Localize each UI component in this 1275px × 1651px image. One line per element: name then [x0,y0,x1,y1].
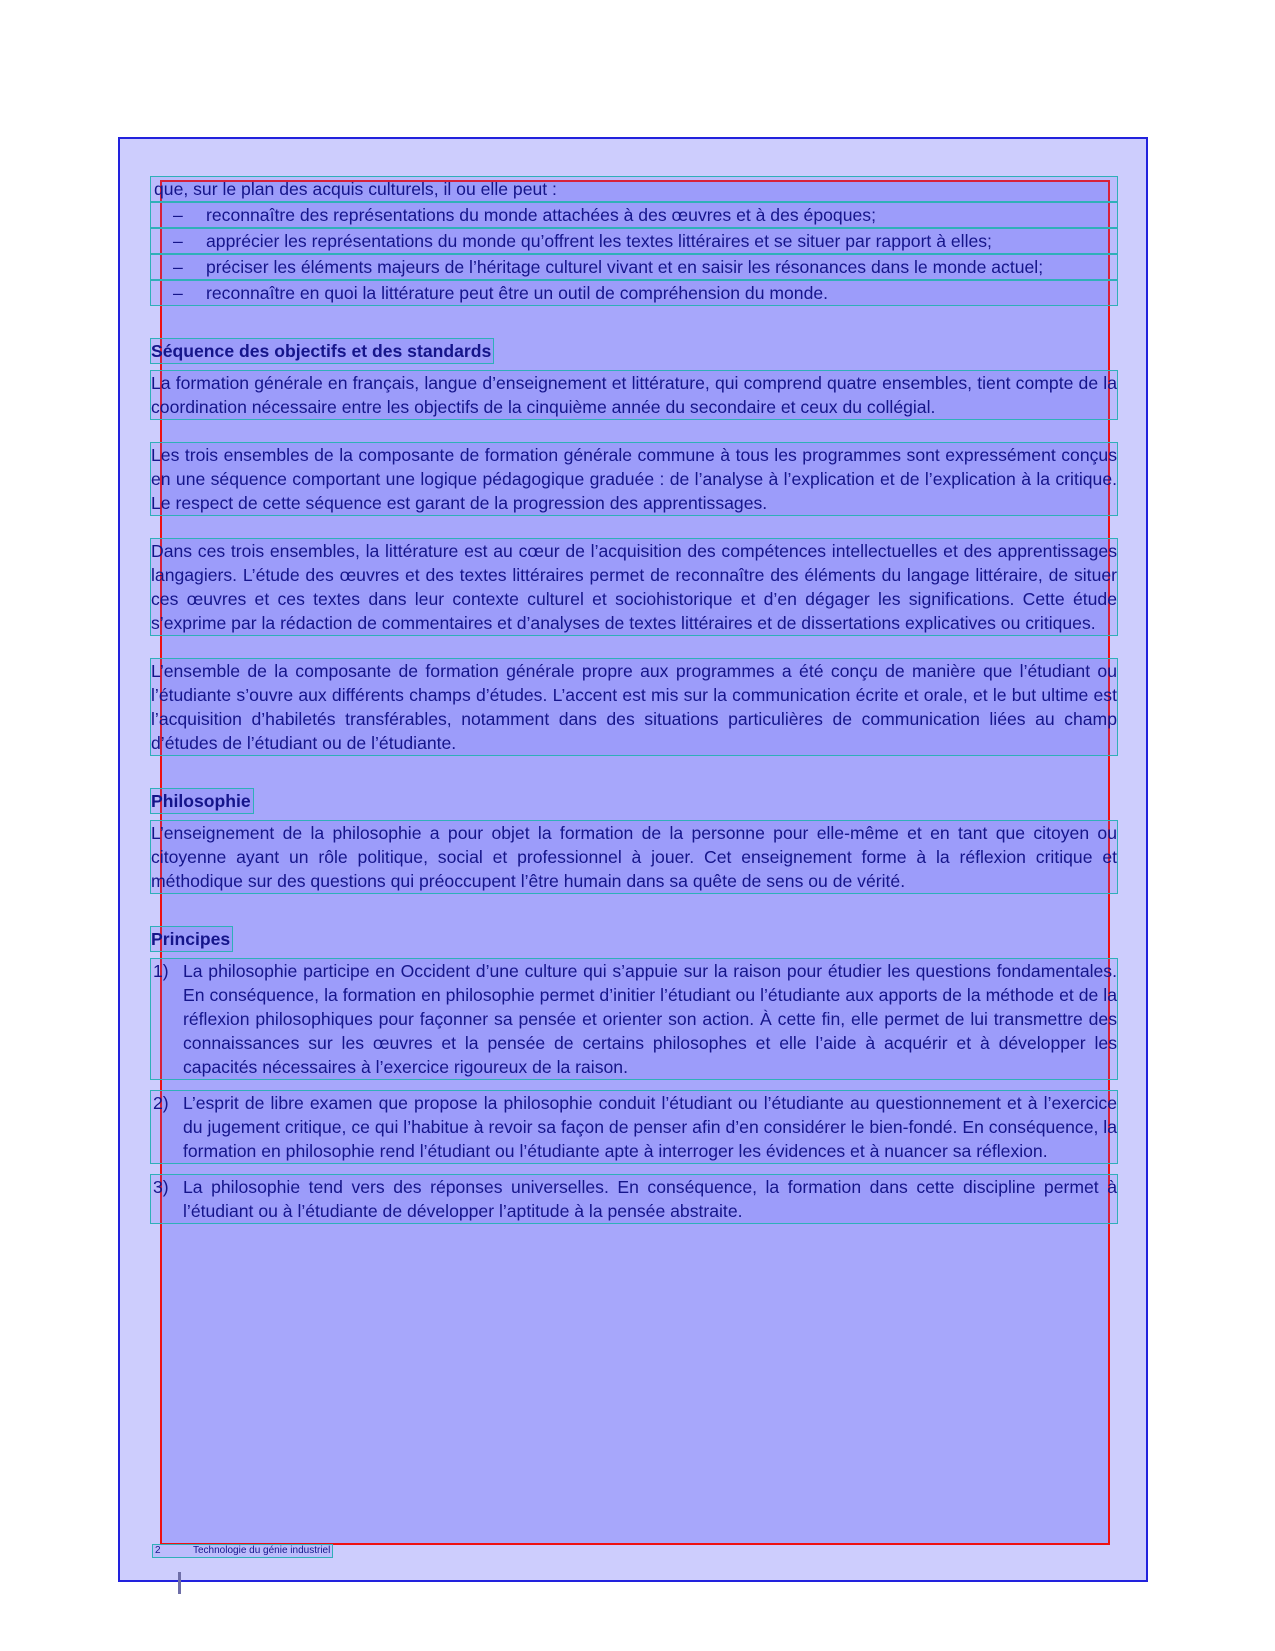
list-item-text: La philosophie tend vers des réponses universelles. En conséquence, la formation dans cette discipline permet à l’étudiant ou à l’étudiante de développer l’aptitude à la pensée abstraite. [183,1177,1117,1221]
paragraph: L’ensemble de la composante de formation générale propre aux programmes a été conçu de manière que l’étudiant ou l’étudiante s’ouvre aux différents champs d’études. L’accent est mis sur la communication écrite et orale, et le but ultime est l’acquisition d’habiletés transférables, notamment dans des situations particulières de communication liées au champ d’études de l’étudiant ou de l’étudiante. [150,658,1118,756]
list-item-text: reconnaître des représentations du monde attachées à des œuvres et à des époques; [206,205,876,225]
list-item [150,254,1118,280]
dash-bullet: – [173,257,183,277]
list-item [150,280,1118,306]
intro-line: que, sur le plan des acquis culturels, il ou elle peut : [150,176,1118,202]
spacer [150,1080,1118,1090]
list-item-text: reconnaître en quoi la littérature peut être un outil de compréhension du monde. [206,283,829,303]
acquis-list [150,202,1118,306]
document-body [150,176,1118,1224]
list-item-text: préciser les éléments majeurs de l’héritage culturel vivant et en saisir les résonances dans le monde actuel; [206,257,1044,277]
section-heading-sequence: Séquence des objectifs et des standards [150,338,494,364]
section-heading-principes: Principes [150,926,233,952]
list-item [150,228,1118,254]
page-footer [152,1544,333,1558]
dash-bullet: – [173,205,183,225]
dash-bullet: – [173,231,183,251]
spacer [150,1164,1118,1174]
item-number: 3) [153,1177,169,1197]
margin-mark [178,1572,181,1594]
paragraph: L’enseignement de la philosophie a pour objet la formation de la personne pour elle-même et en tant que citoyen ou citoyenne ayant un rôle politique, social et professionnel à jouer. Cet enseignement forme à la réflexion critique et méthodique sur des questions qui préoccupent l’être humain dans sa quête de sens ou de vérité. [150,820,1118,894]
list-item [150,1174,1118,1224]
footer-title: Technologie du génie industriel [193,1545,331,1556]
dash-bullet: – [173,283,183,303]
paragraph: La formation générale en français, langue d’enseignement et littérature, qui comprend quatre ensembles, tient compte de la coordination nécessaire entre les objectifs de la cinquième année du secondaire et ceux du collégial. [150,370,1118,420]
list-item [150,202,1118,228]
paragraph: Dans ces trois ensembles, la littérature est au cœur de l’acquisition des compétences intellectuelles et des apprentissages langagiers. L’étude des œuvres et des textes littéraires permet de reconnaître des éléments du langage littéraire, de situer ces œuvres et ces textes dans leur contexte culturel et sociohistorique et d’en dégager les significations. Cette étude s’exprime par la rédaction de commentaires et d’analyses de textes littéraires et de dissertations explicatives ou critiques. [150,538,1118,636]
section-heading-philosophie: Philosophie [150,788,254,814]
paragraph: Les trois ensembles de la composante de formation générale commune à tous les programmes sont expressément conçus en une séquence comportant une logique pédagogique graduée : de l’analyse à l’explication et de l’explication à la critique. Le respect de cette séquence est garant de la progression des apprentissages. [150,442,1118,516]
list-item [150,958,1118,1080]
page-number: 2 [155,1545,161,1556]
list-item-text: L’esprit de libre examen que propose la philosophie conduit l’étudiant ou l’étudiante au questionnement et à l’exercice du jugement critique, ce qui l’habitue à revoir sa façon de penser afin d’en considérer le bien-fondé. En conséquence, la formation en philosophie rend l’étudiant ou l’étudiante apte à interroger les évidences et à nuancer sa réflexion. [183,1093,1117,1161]
principes-list [150,958,1118,1224]
list-item-text: apprécier les représentations du monde qu’offrent les textes littéraires et se situer par rapport à elles; [206,231,992,251]
list-item-text: La philosophie participe en Occident d’une culture qui s’appuie sur la raison pour étudier les questions fondamentales. En conséquence, la formation en philosophie permet d’initier l’étudiant ou l’étudiante aux apports de la méthode et de la réflexion philosophiques pour façonner sa pensée et orienter son action. À cette fin, elle permet de lui transmettre des connaissances sur les œuvres et la pensée de certains philosophes et elle l’aide à acquérir et à développer les capacités nécessaires à l’exercice rigoureux de la raison. [183,961,1117,1077]
item-number: 2) [153,1093,169,1113]
list-item [150,1090,1118,1164]
item-number: 1) [153,961,169,981]
